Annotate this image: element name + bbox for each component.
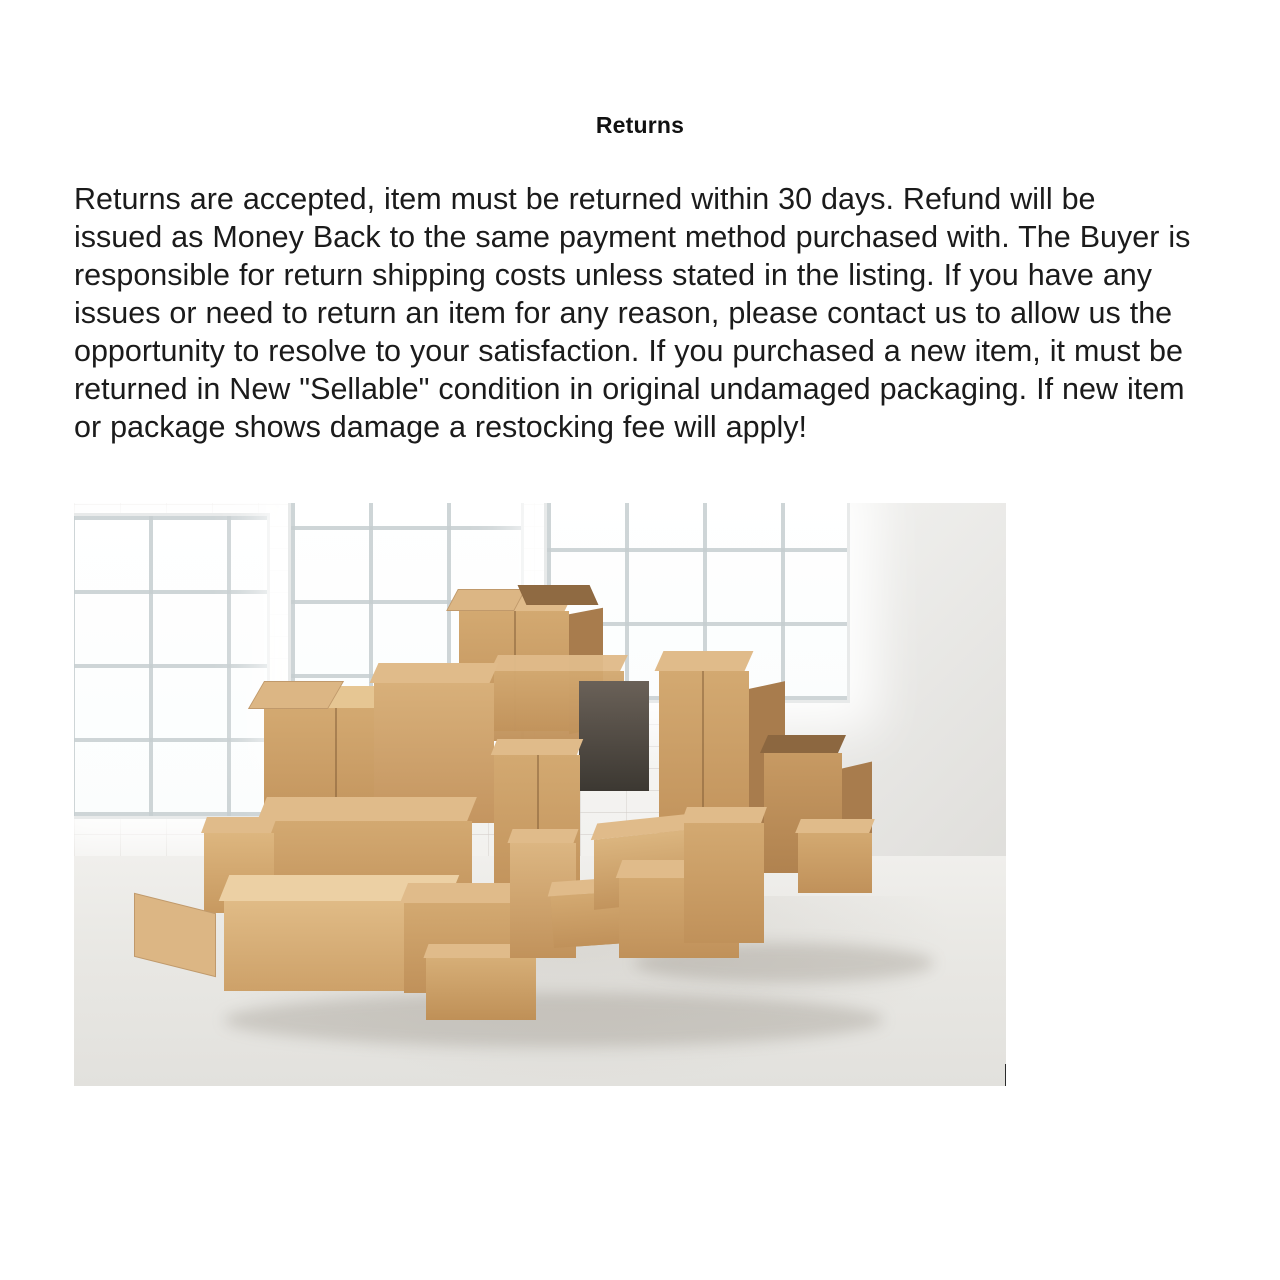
image-edge-marker <box>1005 1064 1006 1086</box>
box-flap <box>248 681 344 709</box>
window-left <box>74 513 270 819</box>
room-background <box>74 503 1006 1086</box>
box-right-mid <box>684 823 764 943</box>
box-dark-gap <box>579 681 649 791</box>
box-right-small <box>798 833 872 893</box>
box-shadow <box>224 993 884 1047</box>
page-title: Returns <box>595 112 685 138</box>
returns-policy-text: Returns are accepted, item must be returned within 30 days. Refund will be issued as Money Back to the same payment method purchased with. The Buyer is responsible for return shipping costs unless stated in the listing. If you have any issues or need to return an item for any reason, please contact us to allow us the opportunity to resolve to your satisfaction. If you purchased a new item, it must be returned in New "Sellable" condition in original undamaged packaging. If new item or package shows damage a restocking fee will apply! <box>74 182 1191 444</box>
box-flap <box>518 585 599 605</box>
box-front-small <box>426 958 536 1020</box>
box-flap <box>446 589 526 611</box>
returns-illustration <box>74 503 1006 1086</box>
